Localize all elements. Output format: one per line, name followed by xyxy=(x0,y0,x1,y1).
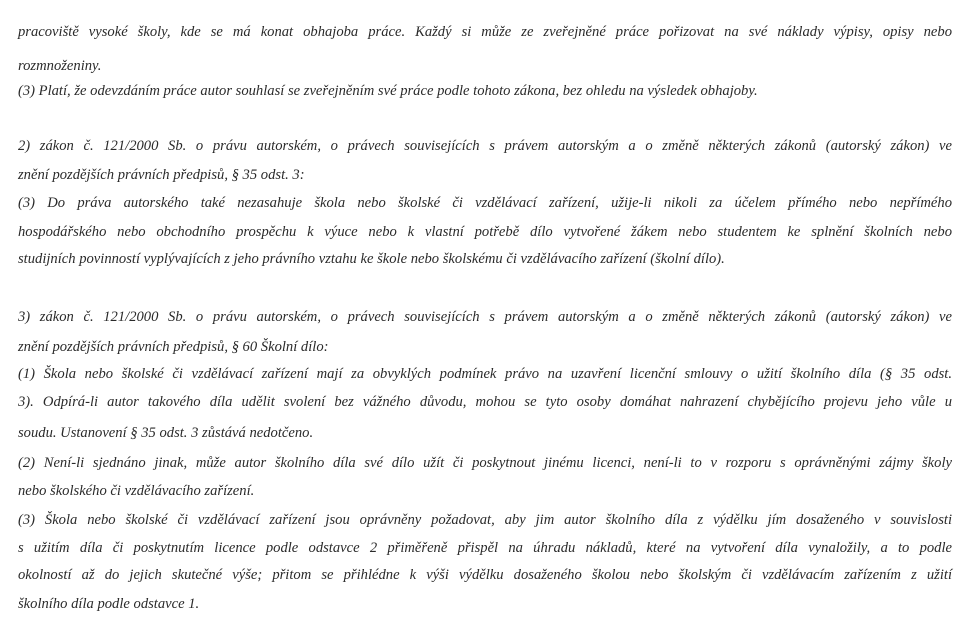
text-line: (3) Do práva autorského také nezasahuje škola nebo školské či vzdělávací zařízení, užije-li nikoli za účelem přímého nebo nepřímého xyxy=(18,195,952,211)
text-line: (1) Škola nebo školské či vzdělávací zařízení mají za obvyklých podmínek právo na uzavření licenční smlouvy o užití školního díla (§ 35 odst. xyxy=(18,366,952,382)
text-line: s užitím díla či poskytnutím licence podle odstavce 2 přiměřeně přispěl na úhradu nákladů, které na vytvoření díla vynaložily, a to podle xyxy=(18,540,952,556)
text-line: pracoviště vysoké školy, kde se má konat obhajoba práce. Každý si může ze zveřejněné práce pořizovat na své náklady výpisy, opisy nebo xyxy=(18,24,952,40)
text-line: (3) Škola nebo školské či vzdělávací zařízení jsou oprávněny požadovat, aby jim autor školního díla z výdělku jím dosaženého v souvislosti xyxy=(18,512,952,528)
text-line: (3) Platí, že odevzdáním práce autor souhlasí se zveřejněním své práce podle tohoto zákona, bez ohledu na výsledek obhajoby. xyxy=(18,83,758,99)
text-line: studijních povinností vyplývajících z jeho právního vztahu ke škole nebo školskému či vzdělávacího zařízení (školní dílo). xyxy=(18,251,725,267)
text-line: znění pozdějších právních předpisů, § 35 odst. 3: xyxy=(18,167,305,183)
text-line: hospodářského nebo obchodního prospěchu k výuce nebo k vlastní potřebě dílo vytvořené žákem nebo studentem ke splnění školních nebo xyxy=(18,224,952,240)
text-line: školního díla podle odstavce 1. xyxy=(18,596,200,612)
text-line: 3) zákon č. 121/2000 Sb. o právu autorském, o právech souvisejících s právem autorským a o změně některých zákonů (autorský zákon) ve xyxy=(18,309,952,325)
text-line: nebo školského či vzdělávacího zařízení. xyxy=(18,483,255,499)
text-line: rozmnoženiny. xyxy=(18,58,102,74)
text-line: znění pozdějších právních předpisů, § 60 Školní dílo: xyxy=(18,339,329,355)
text-line: 3). Odpírá-li autor takového díla udělit svolení bez vážného důvodu, mohou se tyto osoby domáhat nahrazení chybějícího projevu jeho vůle u xyxy=(18,394,952,410)
text-line: (2) Není-li sjednáno jinak, může autor školního díla své dílo užít či poskytnout jinému licenci, není-li to v rozporu s oprávněnými zájmy školy xyxy=(18,455,952,471)
text-line: okolností až do jejich skutečné výše; přitom se přihlédne k výši výdělku dosaženého školou nebo školským či vzdělávacím zařízením z užití xyxy=(18,567,952,583)
text-line: soudu. Ustanovení § 35 odst. 3 zůstává nedotčeno. xyxy=(18,425,314,441)
text-line: 2) zákon č. 121/2000 Sb. o právu autorském, o právech souvisejících s právem autorským a o změně některých zákonů (autorský zákon) ve xyxy=(18,138,952,154)
